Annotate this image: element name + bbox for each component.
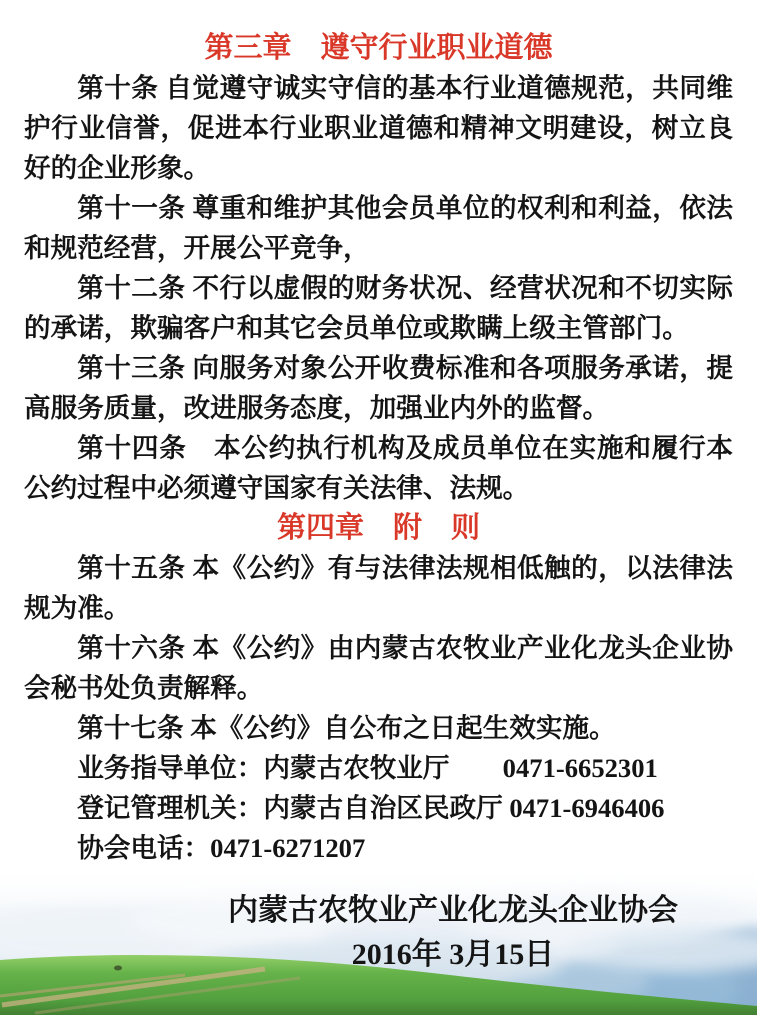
article-13-paragraph: 第十三条 向服务对象公开收费标准和各项服务承诺，提高服务质量，改进服务态度，加强业内外的监督。 [24,353,733,423]
chapter-3-heading: 第三章 遵守行业职业道德 [204,32,553,64]
article-11-paragraph: 第十一条 尊重和维护其他会员单位的权利和利益，依法和规范经营，开展公平竞争， [24,193,733,263]
article-12-paragraph: 第十二条 不行以虚假的财务状况、经营状况和不切实际的承诺，欺骗客户和其它会员单位或欺瞒上级主管部门。 [24,273,733,343]
article-17-paragraph: 第十七条 本《公约》自公布之日起生效实施。 [77,713,616,743]
article-16-paragraph: 第十六条 本《公约》由内蒙古农牧业产业化龙头企业协会秘书处负责解释。 [24,633,733,703]
chapter-4-heading: 第四章 附 则 [276,512,480,544]
article-10-paragraph: 第十条 自觉遵守诚实守信的基本行业道德规范，共同维护行业信誉，促进本行业职业道德和精神文明建设，树立良好的企业形象。 [24,73,733,183]
signature-organization: 内蒙古农牧业产业化龙头企业协会 [228,894,678,927]
article-15-paragraph: 第十五条 本《公约》有与法律法规相低触的，以法律法规为准。 [24,553,733,623]
signature-block [213,890,693,978]
registration-authority-line: 登记管理机关：内蒙古自治区民政厅 0471-6946406 [77,793,665,823]
guidance-unit-line: 业务指导单位：内蒙古农牧业厅 0471-6652301 [77,753,658,783]
article-14-paragraph: 第十四条 本公约执行机构及成员单位在实施和履行本公约过程中必须遵守国家有关法律、法规。 [24,433,733,503]
document-body [24,28,733,978]
association-phone-line: 协会电话：0471-6271207 [77,833,366,863]
signature-date: 2016年 3月15日 [351,938,555,971]
